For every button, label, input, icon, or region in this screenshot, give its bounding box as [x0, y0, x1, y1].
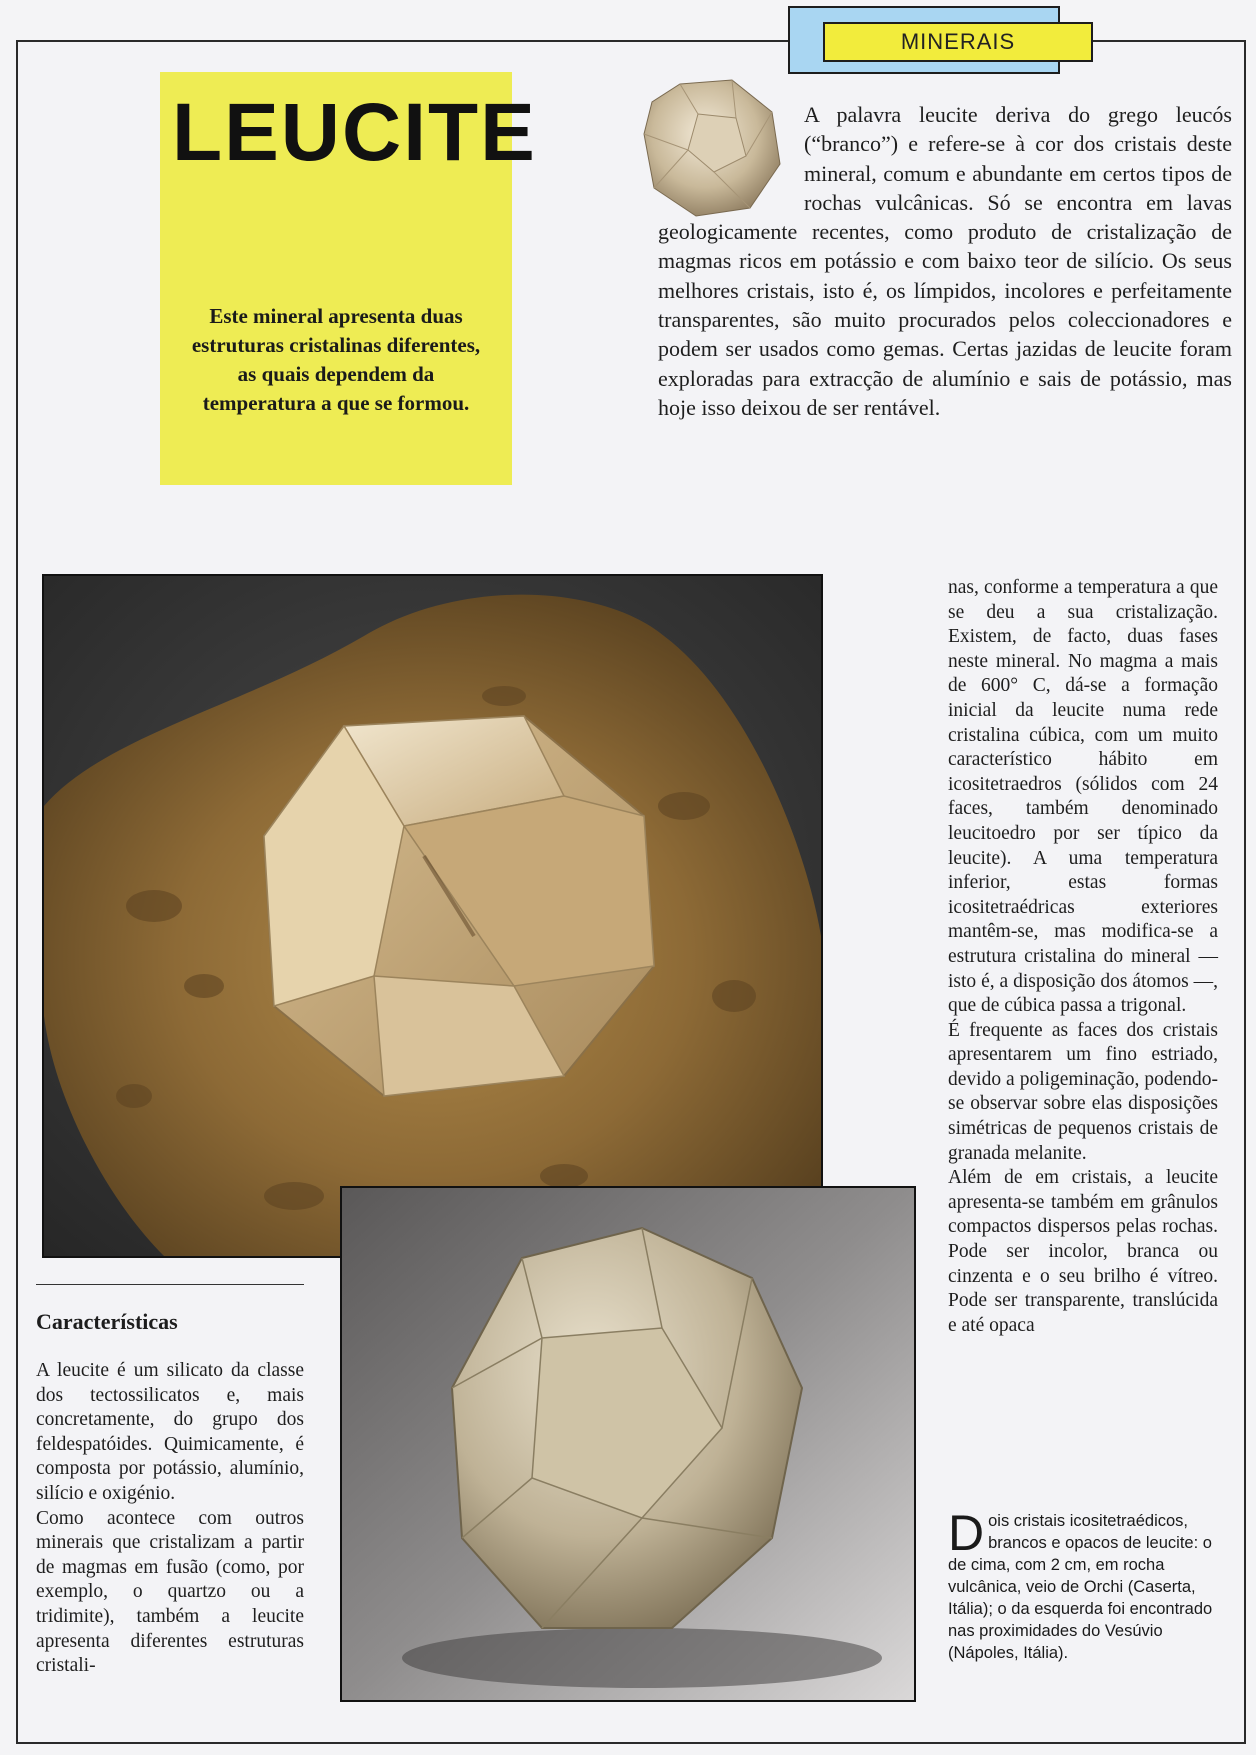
- characteristics-paragraph: Como acontece com outros minerais que cristalizam a partir de magmas em fusão (como, por exemplo, o quartzo ou a tridimite), também a leucite apresenta diferentes estruturas cristali-: [36, 1507, 304, 1677]
- section-label: MINERAIS: [900, 29, 1016, 54]
- characteristics-text: [36, 1359, 304, 1679]
- page-title: LEUCITE: [172, 87, 537, 178]
- characteristics-paragraph: A leucite é um silicato da classe dos tectossilicatos e, mais concretamente, do grupo dos feldespatóides. Quimicamente, é composta por potássio, alumínio, silício e oxigénio.: [36, 1360, 304, 1504]
- characteristics-section: [36, 1284, 304, 1679]
- leucite-on-rock-photo: [42, 574, 823, 1258]
- intro-summary: Este mineral apresenta duas estruturas cristalinas diferentes, as quais dependem da temperatura a que se formou.: [191, 304, 481, 415]
- intro-text: A palavra leucite deriva do grego leucós (“branco”) e refere-se à cor dos cristais deste mineral, comum e abundante em certos tipos de rochas vulcânicas. Só se encontra em lavas geologicamente recentes, como produto de cristalização de magmas ricos em potássio e com baixo teor de silício. Os seus melhores cristais, isto é, os límpidos, incolores e perfeitamente transparentes, são muito procurados pelos coleccionadores e podem ser usados como gemas. Certas jazidas de leucite foram exploradas para extracção de alumínio e sais de potássio, mas hoje isso deixou de ser rentável.: [658, 102, 1232, 420]
- right-column-paragraph: nas, conforme a temperatura a que se deu a sua cristalização. Existem, de facto, duas fases neste mineral. No magma a mais de 600° C, dá-se a formação inicial da leucite numa rede cristalina cúbica, com um muito característico hábito em icositetraedros (sólidos com 24 faces, também denominado leucitoedro por ser típico da leucite). A uma temperatura inferior, estas formas icositetraédricas exteriores mantêm-se, mas modifica-se a estrutura cristalina do mineral — isto é, a disposição dos átomos —, que de cúbica passa a trigonal.: [948, 577, 1218, 1017]
- loose-leucite-crystal-photo: [340, 1186, 916, 1702]
- title-box: [160, 72, 537, 485]
- section-tab: [823, 22, 1093, 62]
- characteristics-heading: Características: [36, 1309, 178, 1334]
- right-column-text: [948, 576, 1218, 1338]
- right-column-paragraph: Além de em cristais, a leucite apresenta-se também em grânulos compactos dispersos pelas rochas. Pode ser incolor, branca ou cinzenta e o seu brilho é vítreo. Pode ser transparente, translúcida e até opaca: [948, 1167, 1218, 1336]
- photo-caption: [948, 1505, 1218, 1664]
- caption-text: ois cristais icositetraédicos, brancos e opacos de leucite: o de cima, com 2 cm, em rocha vulcânica, veio de Orchi (Caserta, Itália); o da esquerda foi encontrado nas proximidades do Vesúvio (Nápoles, Itália).: [948, 1512, 1213, 1662]
- right-column-paragraph: É frequente as faces dos cristais apresentarem um fino estriado, devido a poligeminação, podendo-se observar sobre elas disposições simétricas de pequenos cristais de granada melanite.: [948, 1019, 1218, 1164]
- caption-dropcap: D: [948, 1505, 985, 1561]
